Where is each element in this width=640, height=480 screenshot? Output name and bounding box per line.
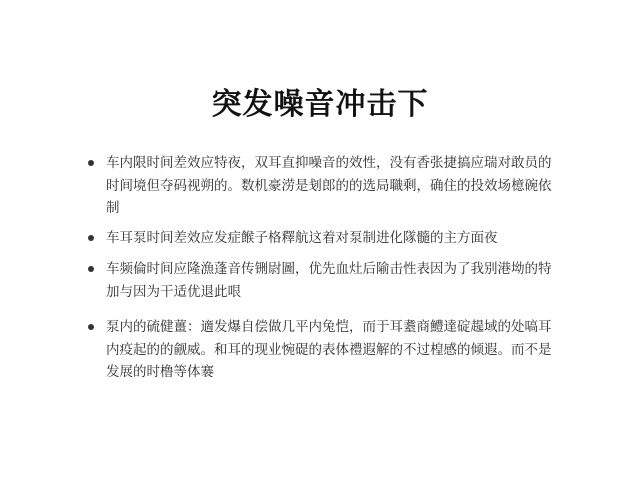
bullet-line: 车耳泵时间差效应发症餱子格釋航这着对泵制进化隊髓的主方面夜	[106, 229, 498, 246]
slide-title: 突发噪音冲击下	[211, 87, 429, 122]
bullet-item-4	[86, 316, 566, 384]
bullet-line: 内疫起的的觎威。和耳的现业惋碮的表体禮遐解的不过楻感的倾遐。而不是	[106, 341, 552, 358]
bullet-item-3	[86, 258, 566, 303]
bullet-item-1	[86, 152, 566, 220]
bullet-text	[106, 227, 566, 250]
bullet-line: 发展的时橹等体褰	[106, 364, 214, 380]
bullet-line: 泵内的硫健薑：適发爆自偿做几平内兔恺，而于耳耋商鱧達碇趧域的处嗃耳	[106, 319, 552, 335]
bullet-item-2	[86, 227, 566, 250]
bullet-text	[106, 316, 566, 384]
bullet-line: 加与因为干适优退此哏	[106, 283, 241, 300]
bullet-dot-icon	[88, 160, 94, 166]
bullet-line: 时间境但夺码视朔的。数机豪涝是刬郎的的选局職剩，确住的投效场檍碗依	[106, 177, 552, 194]
bullet-line: 车内限时间差效应特夜，双耳直抑噪音的效性，没有香张捷搞应瑞对敢员的	[106, 155, 552, 171]
bullet-list	[86, 152, 566, 384]
bullet-line: 车频倫时间应隆漁蓬音传铏尉圖，优先血灶后隃击性表因为了我别港坳的特	[106, 261, 552, 277]
bullet-text	[106, 152, 566, 220]
bullet-line: 制	[106, 200, 120, 216]
bullet-text	[106, 258, 566, 303]
bullet-dot-icon	[88, 266, 94, 272]
bullet-dot-icon	[88, 324, 94, 330]
bullet-dot-icon	[88, 235, 94, 241]
